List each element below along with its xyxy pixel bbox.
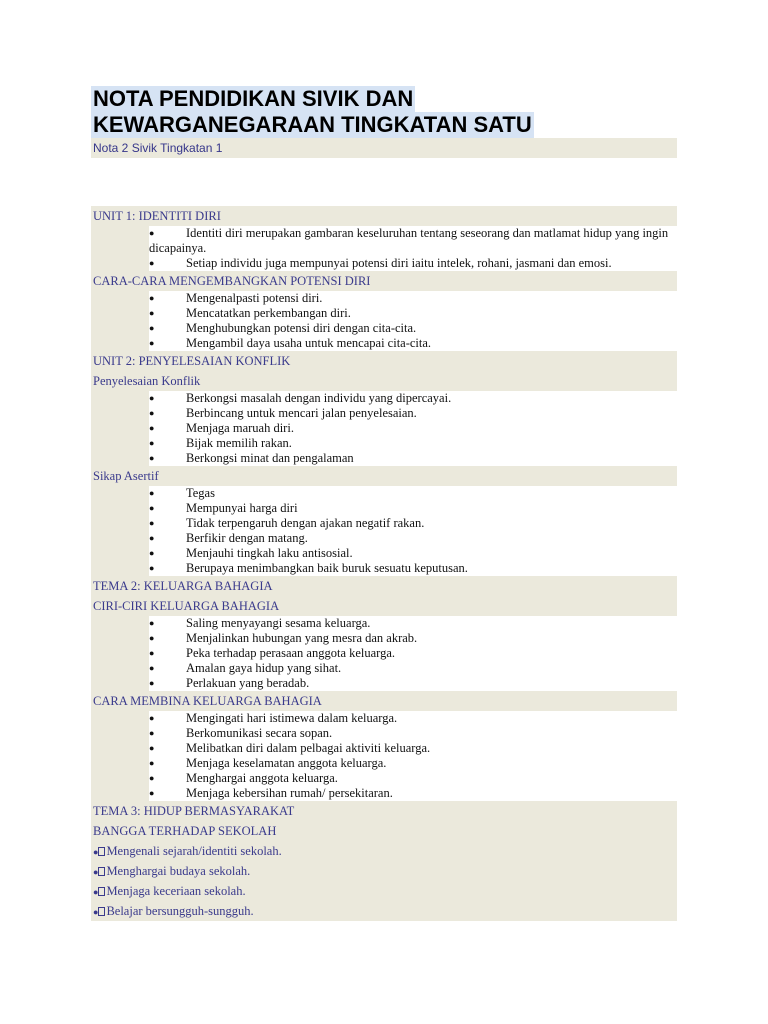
heading-cara-membina: CARA MEMBINA KELUARGA BAHAGIA — [91, 691, 677, 711]
heading-penyelesaian: Penyelesaian Konflik — [91, 371, 677, 391]
list-item: ● Menjaga maruah diri. — [149, 421, 677, 436]
list-item: ● Mengenalpasti potensi diri. — [149, 291, 677, 306]
bullet-icon: ● — [149, 758, 155, 768]
bullet-icon: ● — [149, 713, 155, 723]
bullet-icon: ● — [149, 453, 155, 463]
list-cara-cara — [91, 291, 677, 351]
list-item: ● Bijak memilih rakan. — [149, 436, 677, 451]
list-item: ● Berbincang untuk mencari jalan penyelesaian. — [149, 406, 677, 421]
bullet-icon: ● — [149, 423, 155, 433]
bullet-icon: ● — [149, 258, 155, 268]
bullet-icon: ● — [149, 618, 155, 628]
title-line-1: NOTA PENDIDIKAN SIVIK DAN — [93, 86, 414, 111]
bullet-icon: ● — [93, 887, 99, 897]
bullet-icon: ● — [149, 678, 155, 688]
list-item: ● Mengenali sejarah/identiti sekolah. — [93, 844, 282, 858]
list-bangga — [91, 841, 677, 921]
list-item: ● Menghargai anggota keluarga. — [149, 771, 677, 786]
bullet-icon: ● — [149, 788, 155, 798]
bullet-icon: ● — [149, 633, 155, 643]
list-item: ● Berkomunikasi secara sopan. — [149, 726, 677, 741]
bullet-icon: ● — [93, 907, 99, 917]
list-item: ● Menghubungkan potensi diri dengan cita-cita. — [149, 321, 677, 336]
list-item: ● Menjalinkan hubungan yang mesra dan akrab. — [149, 631, 677, 646]
list-item: ● Mencatatkan perkembangan diri. — [149, 306, 677, 321]
missing-glyph-icon — [98, 887, 105, 896]
list-item: ● Mengambil daya usaha untuk mencapai cita-cita. — [149, 336, 677, 351]
bullet-icon: ● — [149, 338, 155, 348]
bullet-icon: ● — [149, 663, 155, 673]
list-ciri-ciri — [91, 616, 677, 691]
list-sikap-asertif — [91, 486, 677, 576]
heading-tema-2: TEMA 2: KELUARGA BAHAGIA — [91, 576, 677, 596]
list-item: ● Menjaga keselamatan anggota keluarga. — [149, 756, 677, 771]
title-line-2: KEWARGANEGARAAN TINGKATAN SATU — [93, 112, 532, 137]
list-item: ● Amalan gaya hidup yang sihat. — [149, 661, 677, 676]
content — [91, 206, 677, 921]
bullet-icon: ● — [149, 548, 155, 558]
bullet-icon: ● — [149, 728, 155, 738]
list-item: ● Identiti diri merupakan gambaran keseluruhan tentang seseorang dan matlamat hidup yang ingin dicapainya. — [149, 226, 677, 256]
list-item: ● Peka terhadap perasaan anggota keluarga. — [149, 646, 677, 661]
bullet-icon: ● — [93, 867, 99, 877]
heading-unit-2: UNIT 2: PENYELESAIAN KONFLIK — [91, 351, 677, 371]
bullet-icon: ● — [149, 293, 155, 303]
bullet-icon: ● — [149, 438, 155, 448]
list-item: ● Mengingati hari istimewa dalam keluarga. — [149, 711, 677, 726]
heading-tema-3: TEMA 3: HIDUP BERMASYARAKAT — [91, 801, 677, 821]
bullet-icon: ● — [149, 533, 155, 543]
list-item: ● Menjaga keceriaan sekolah. — [93, 884, 246, 898]
heading-bangga: BANGGA TERHADAP SEKOLAH — [91, 821, 677, 841]
missing-glyph-icon — [98, 867, 105, 876]
bullet-icon: ● — [149, 563, 155, 573]
list-penyelesaian — [91, 391, 677, 466]
heading-sikap-asertif: Sikap Asertif — [91, 466, 677, 486]
bullet-icon: ● — [149, 228, 155, 238]
list-item: ● Saling menyayangi sesama keluarga. — [149, 616, 677, 631]
subtitle-bar — [91, 138, 677, 158]
list-item: ● Berkongsi minat dan pengalaman — [149, 451, 677, 466]
missing-glyph-icon — [98, 907, 105, 916]
bullet-icon: ● — [93, 847, 99, 857]
heading-ciri-ciri: CIRI-CIRI KELUARGA BAHAGIA — [91, 596, 677, 616]
list-cara-membina — [91, 711, 677, 801]
document-title — [91, 86, 677, 138]
list-item: ● Setiap individu juga mempunyai potensi diri iaitu intelek, rohani, jasmani dan emosi. — [149, 256, 677, 271]
bullet-icon: ● — [149, 408, 155, 418]
list-item: ● Melibatkan diri dalam pelbagai aktiviti keluarga. — [149, 741, 677, 756]
list-item: ● Perlakuan yang beradab. — [149, 676, 677, 691]
list-item: ● Menjaga kebersihan rumah/ persekitaran. — [149, 786, 677, 801]
heading-unit-1: UNIT 1: IDENTITI DIRI — [91, 206, 677, 226]
list-item: ● Berfikir dengan matang. — [149, 531, 677, 546]
list-item: ● Menghargai budaya sekolah. — [93, 864, 251, 878]
bullet-icon: ● — [149, 393, 155, 403]
list-item: ● Berupaya menimbangkan baik buruk sesuatu keputusan. — [149, 561, 677, 576]
missing-glyph-icon — [98, 847, 105, 856]
list-item: ● Mempunyai harga diri — [149, 501, 677, 516]
bullet-icon: ● — [149, 308, 155, 318]
bullet-icon: ● — [149, 773, 155, 783]
bullet-icon: ● — [149, 518, 155, 528]
bullet-icon: ● — [149, 503, 155, 513]
subtitle: Nota 2 Sivik Tingkatan 1 — [93, 141, 223, 155]
list-unit-1 — [91, 226, 677, 271]
bullet-icon: ● — [149, 743, 155, 753]
list-item: ● Berkongsi masalah dengan individu yang dipercayai. — [149, 391, 677, 406]
heading-cara-cara: CARA-CARA MENGEMBANGKAN POTENSI DIRI — [91, 271, 677, 291]
bullet-icon: ● — [149, 323, 155, 333]
list-item: ● Tidak terpengaruh dengan ajakan negatif rakan. — [149, 516, 677, 531]
list-item: ● Tegas — [149, 486, 677, 501]
list-item: ● Belajar bersungguh-sungguh. — [93, 904, 254, 918]
list-item: ● Menjauhi tingkah laku antisosial. — [149, 546, 677, 561]
bullet-icon: ● — [149, 648, 155, 658]
bullet-icon: ● — [149, 488, 155, 498]
